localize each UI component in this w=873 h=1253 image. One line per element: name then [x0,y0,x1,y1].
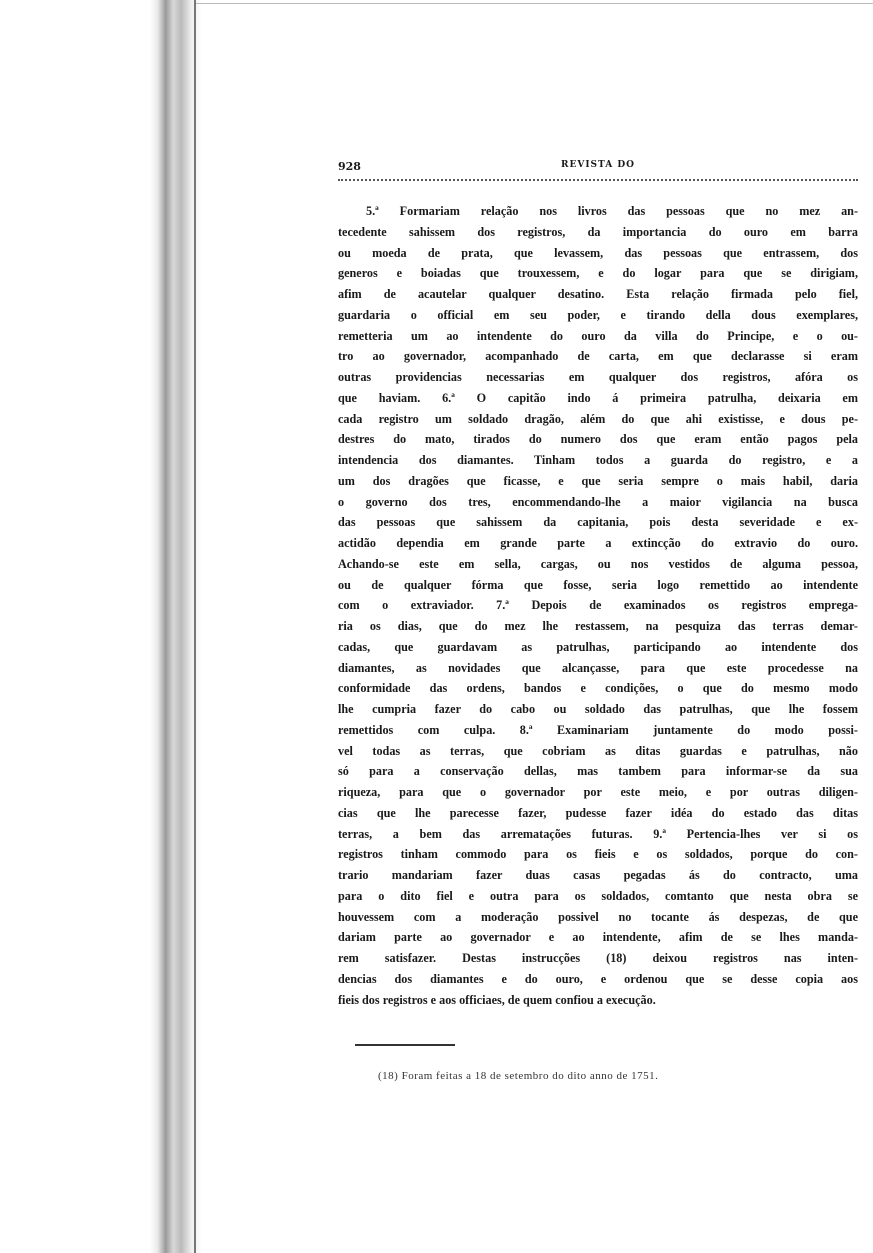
text-line: dencias dos diamantes e do ouro, e ordenou que se desse copia aos [338,971,858,986]
text-line: só para a conservação dellas, mas tambem para informar-se da sua [338,764,858,779]
text-line: tecedente sahissem dos registros, da importancia do ouro em barra [338,224,858,239]
running-title: REVISTA DO [561,160,635,170]
text-line: que haviam. 6.ª O capitão indo á primeira patrulha, deixaria em [338,390,858,405]
text-line: guardaria o official em seu poder, e tirando della dous exemplares, [338,307,858,322]
text-line: afim de acautelar qualquer desatino. Esta relação firmada pelo fiel, [338,287,858,301]
text-line: para o dito fiel e outra para os soldados, comtanto que nesta obra se [338,888,858,903]
text-line: houvessem com a moderação possivel no tocante ás despezas, de que [338,909,858,924]
text-line: ria os dias, que do mez lhe restassem, na pesquiza das terras demar- [338,619,858,633]
text-line: conformidade das ordens, bandos e condições, o que do mesmo modo [338,681,858,696]
text-line: riqueza, para que o governador por este meio, e por outras diligen- [338,785,858,799]
text-line: cias que lhe parecesse fazer, pudesse fazer idéa do estado das ditas [338,805,858,820]
text-line: remetteria um ao intendente do ouro da villa do Principe, e o ou- [338,328,858,343]
text-line: rem satisfazer. Destas instrucções (18) deixou registros nas inten- [338,951,858,965]
text-line: vel todas as terras, que cobriam as ditas guardas e patrulhas, não [338,743,858,758]
text-line: cada registro um soldado dragão, além do que ahi existisse, e dous pe- [338,411,858,426]
text-line: generos e boiadas que trouxessem, e do logar para que se dirigiam, [338,266,858,281]
text-line: trario mandariam fazer duas casas pegadas ás do contracto, uma [338,868,858,882]
text-line: fieis dos registros e aos officiaes, de quem confiou a execução. [338,992,656,1007]
text-line: ou de qualquer fórma que fosse, seria logo remettido ao intendente [338,577,858,592]
text-line: outras providencias necessarias em qualquer dos registros, afóra os [338,370,858,384]
text-line: um dos dragões que ficasse, e que seria sempre o mais habil, daria [338,473,858,488]
text-line: com o extraviador. 7.ª Depois de examinados os registros emprega- [338,598,858,613]
text-line: lhe cumpria fazer do cabo ou soldado das patrulhas, que lhe fossem [338,702,858,716]
text-line: dariam parte ao governador e ao intendente, afim de se lhes manda- [338,930,858,945]
text-line: diamantes, as novidades que alcançasse, para que este procedesse na [338,660,858,675]
text-line: ou moeda de prata, que levassem, das pessoas que entrassem, dos [338,245,858,260]
book-gutter-edge [194,0,196,1253]
text-line: Achando-se este em sella, cargas, ou nos vestidos de alguma pessoa, [338,556,858,571]
running-header [338,160,858,176]
text-line: o governo dos tres, encommendando-lhe a maior vigilancia na busca [338,494,858,509]
text-line: das pessoas que sahissem da capitania, pois desta severidade e ex- [338,515,858,530]
text-line: 5.ª Formariam relação nos livros das pessoas que no mez an- [366,204,858,218]
text-line: intendencia dos diamantes. Tinham todos a guarda do registro, e a [338,453,858,467]
footnote: (18) Foram feitas a 18 de setembro do dito anno de 1751. [378,1070,659,1082]
page-number: 928 [338,160,361,173]
header-rule [338,179,858,181]
text-line: destres do mato, tirados do numero dos que eram então pagos pela [338,432,858,447]
text-line: terras, a bem das arrematações futuras. 9.ª Pertencia-lhes ver si os [338,826,858,841]
footnote-rule [355,1044,455,1046]
text-line: cadas, que guardavam as patrulhas, participando ao intendente dos [338,639,858,654]
text-line: remettidos com culpa. 8.ª Examinariam juntamente do modo possi- [338,722,858,737]
text-line: tro ao governador, acompanhado de carta, em que declarasse si eram [338,349,858,364]
text-line: actidão dependia em grande parte a extincção do extravio do ouro. [338,536,858,550]
body-text [338,201,858,1010]
page-top-edge [196,3,873,4]
text-line: registros tinham commodo para os fieis e os soldados, porque do con- [338,847,858,862]
